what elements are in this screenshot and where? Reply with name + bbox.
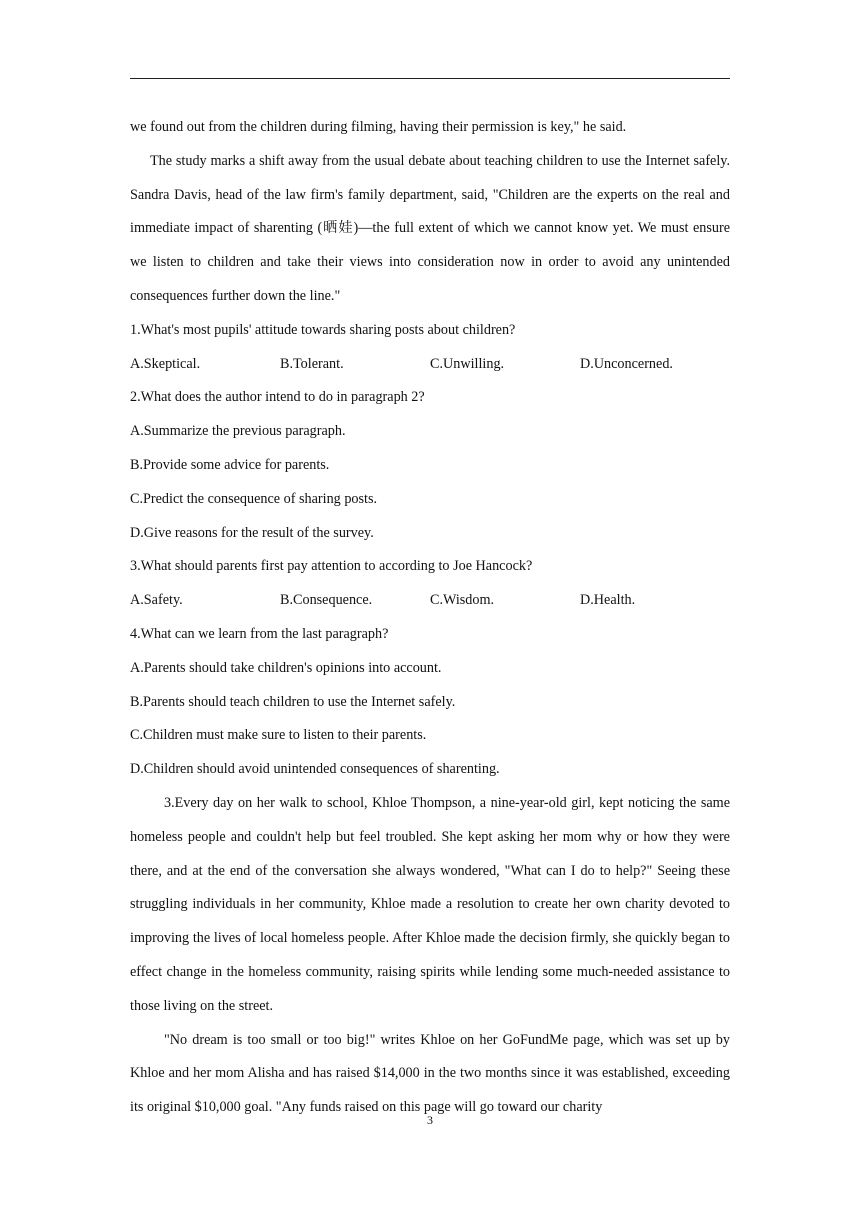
- page-content: [130, 111, 730, 1125]
- paragraph-study: The study marks a shift away from the usual debate about teaching children to use the Internet safely. Sandra Davis, head of the law firm's family department, said, "Children are the experts on the real and immediate impact of sharenting (晒娃)—the full extent of which we cannot know yet. We must ensure we listen to children and take their views into consideration now in order to avoid any unintended consequences further down the line.": [130, 152, 730, 304]
- page-number: 3: [427, 1113, 433, 1127]
- question-1-option-b: B.Tolerant.: [280, 355, 344, 372]
- question-3-option-b: B.Consequence.: [280, 592, 373, 609]
- passage-3-paragraph-1: 3.Every day on her walk to school, Khloe Thompson, a nine-year-old girl, kept noticing the same homeless people and couldn't help but feel troubled. She kept asking her mom why or how they were there, and at the end of the conversation she always wondered, "What can I do to help?" Seeing these struggling individuals in her community, Khloe made a resolution to create her own charity devoted to improving the lives of local homeless people. After Khloe made the decision firmly, she quickly began to effect change in the homeless community, raising spirits while lending some much-needed assistance to those living on the street.: [130, 794, 730, 1014]
- question-3-option-d: D.Health.: [580, 592, 636, 609]
- question-1-stem: 1.What's most pupils' attitude towards sharing posts about children?: [130, 321, 516, 338]
- question-3-stem: 3.What should parents first pay attention to according to Joe Hancock?: [130, 558, 533, 575]
- question-1-option-c: C.Unwilling.: [430, 355, 505, 372]
- question-2-stem: 2.What does the author intend to do in paragraph 2?: [130, 389, 425, 406]
- question-4-stem: 4.What can we learn from the last paragraph?: [130, 625, 389, 642]
- header-rule: [130, 78, 730, 79]
- question-1-option-d: D.Unconcerned.: [580, 355, 673, 372]
- question-3-options: [130, 584, 730, 618]
- passage-3-paragraph-2: "No dream is too small or too big!" writes Khloe on her GoFundMe page, which was set up by Khloe and her mom Alisha and has raised $14,000 in the two months since it was established, exceeding its original $10,000 goal. "Any funds raised on this page will go toward our charity: [130, 1031, 730, 1116]
- question-2-option-b: B.Provide some advice for parents.: [130, 456, 330, 473]
- question-4-option-b: B.Parents should teach children to use the Internet safely.: [130, 693, 456, 710]
- question-3-option-c: C.Wisdom.: [430, 592, 495, 609]
- question-2-option-c: C.Predict the consequence of sharing posts.: [130, 490, 378, 507]
- question-1-option-a: A.Skeptical.: [130, 355, 201, 372]
- question-4-option-a: A.Parents should take children's opinions into account.: [130, 659, 442, 676]
- question-4-option-d: D.Children should avoid unintended consequences of sharenting.: [130, 761, 500, 778]
- question-4-option-c: C.Children must make sure to listen to their parents.: [130, 727, 427, 744]
- question-2-option-d: D.Give reasons for the result of the survey.: [130, 524, 374, 541]
- question-2-option-a: A.Summarize the previous paragraph.: [130, 423, 346, 440]
- paragraph-continued: we found out from the children during filming, having their permission is key," he said.: [130, 119, 627, 135]
- question-1-options: [130, 348, 730, 382]
- question-3-option-a: A.Safety.: [130, 592, 183, 609]
